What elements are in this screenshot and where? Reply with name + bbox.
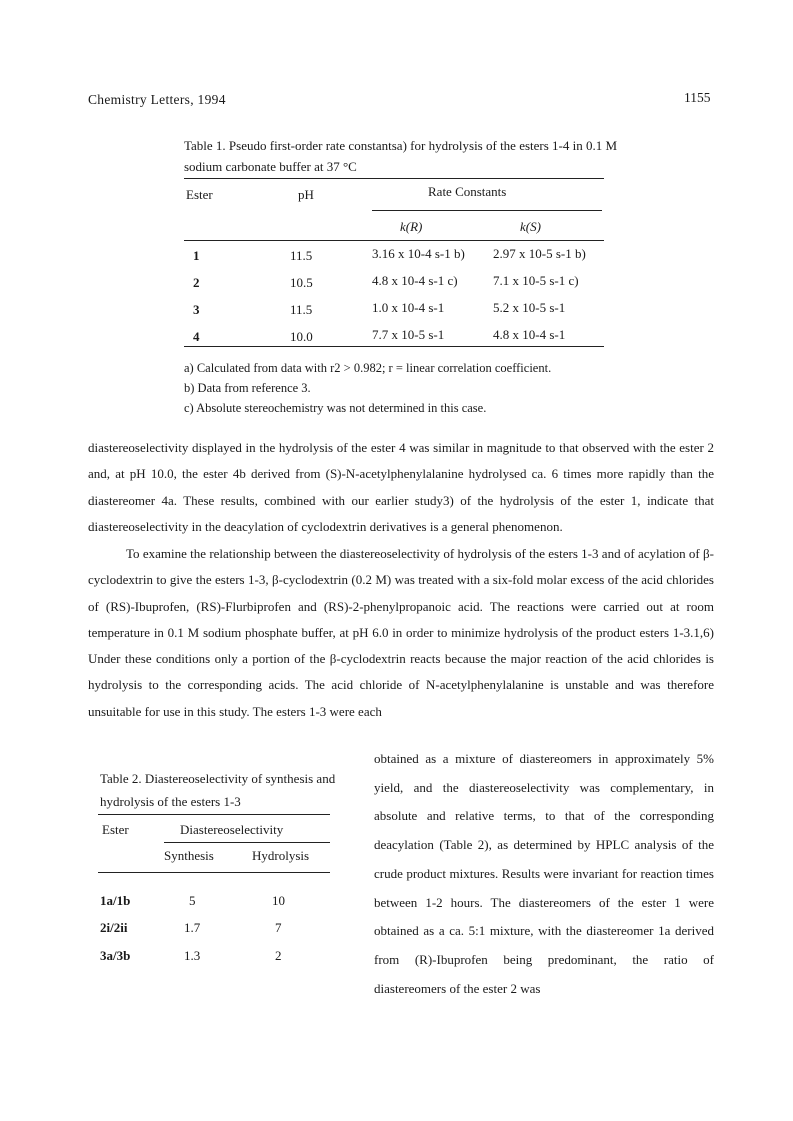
table1-ph: 10.5: [290, 275, 313, 290]
table1-note: a) Calculated from data with r2 > 0.982; r = linear correlation coefficient.: [184, 361, 552, 375]
table1-ester: 4: [193, 329, 200, 344]
body-paragraph-right-column: obtained as a mixture of diastereomers in approximately 5% yield, and the diastereoselectivity was complementary, in absolute and relative terms, to that of the corresponding deacylation (Table 2), as determined by HPLC analysis of the crude product mixtures. Results were invariant for reaction times between 1-2 hours. The diastereomers of the ester 1 were obtained as a ca. 5:1 mixture, with the diastereomer 1a derived from (R)-Ibuprofen being predominant, the ratio of diastereomers of the ester 2 was: [374, 751, 714, 996]
table1-kS: 2.97 x 10-5 s-1 b): [493, 246, 586, 261]
table1-ester: 2: [193, 275, 200, 290]
table2-synthesis: 5: [189, 893, 196, 908]
table1-caption: Table 1. Pseudo first-order rate constantsa) for hydrolysis of the esters 1-4 in 0.1 M sodium carbonate buffer at 37 °C: [184, 138, 618, 174]
table1-sub-rule: [372, 210, 602, 211]
table2-caption: Table 2. Diastereoselectivity of synthesis and hydrolysis of the esters 1-3: [100, 771, 336, 809]
table2-hydrolysis: 2: [275, 948, 282, 963]
table2-hydrolysis: 10: [272, 893, 285, 908]
table1-ester: 3: [193, 302, 200, 317]
table2-synthesis: 1.7: [184, 920, 201, 935]
table1-header-rate: Rate Constants: [428, 184, 507, 199]
table2-hydrolysis: 7: [275, 920, 282, 935]
page-number: 1155: [684, 90, 711, 105]
table1-kS: 4.8 x 10-4 s-1: [493, 327, 566, 342]
body-paragraph: To examine the relationship between the diastereoselectivity of hydrolysis of the esters 1-3 and of acylation of β-cyclodextrin to give the esters 1-3, β-cyclodextrin (0.2 M) was treated with a six-fold molar excess of the acid chlorides of (RS)-Ibuprofen, (RS)-Flurbiprofen and (RS)-2-phenylpropanoic acid. The reactions were carried out at room temperature in 0.1 M sodium phosphate buffer, at pH 6.0 in order to minimize hydrolysis of the product esters 1-3.1,6) Under these conditions only a portion of the β-cyclodextrin reacts because the major reaction of the acid chlorides is hydrolysis to the corresponding acids. The acid chloride of N-acetylphenylalanine is unstable and was therefore unsuitable for use in this study. The esters 1-3 were each: [88, 546, 714, 719]
table1-notes: [184, 358, 551, 418]
table1-ph: 11.5: [290, 248, 313, 263]
table2-header-group: Diastereoselectivity: [180, 822, 284, 837]
table2-ester: 2i/2ii: [100, 920, 128, 935]
table2-ester: 3a/3b: [100, 948, 131, 963]
table1-kS: 7.1 x 10-5 s-1 c): [493, 273, 579, 288]
table2-header-hydrolysis: Hydrolysis: [252, 848, 310, 863]
table1-ph: 11.5: [290, 302, 313, 317]
table1-kR: 1.0 x 10-4 s-1: [372, 300, 445, 315]
table1-note: c) Absolute stereochemistry was not determined in this case.: [184, 401, 487, 415]
table1-top-rule: [184, 178, 604, 179]
table1-header-rule: [184, 240, 604, 241]
body-paragraph: diastereoselectivity displayed in the hydrolysis of the ester 4 was similar in magnitude to that observed with the ester 2 and, at pH 10.0, the ester 4b derived from (S)-N-acetylphenylalanine hydrolysed ca. 6 times more rapidly than the diastereomer 4a. These results, combined with our earlier study3) of the hydrolysis of the ester 1, indicate that diastereoselectivity in the deacylation of cyclodextrin derivatives is a general phenomenon.: [88, 440, 714, 534]
table2-synthesis: 1.3: [184, 948, 201, 963]
table2-top-rule: [98, 814, 330, 815]
table1-note: b) Data from reference 3.: [184, 381, 311, 395]
table1-kR: 4.8 x 10-4 s-1 c): [372, 273, 458, 288]
table2-header-rule: [98, 872, 330, 873]
table1-kR: 7.7 x 10-5 s-1: [372, 327, 445, 342]
table1-header-ph: pH: [298, 187, 314, 202]
table2-sub-rule: [164, 842, 330, 843]
table2-header-ester: Ester: [102, 822, 129, 837]
table1-header-kR: k(R): [400, 219, 423, 234]
table1-header-kS: k(S): [520, 219, 541, 234]
table1-ester: 1: [193, 248, 200, 263]
table1-kR: 3.16 x 10-4 s-1 b): [372, 246, 465, 261]
table2-header-synthesis: Synthesis: [164, 848, 214, 863]
table1-kS: 5.2 x 10-5 s-1: [493, 300, 566, 315]
table1-ph: 10.0: [290, 329, 313, 344]
running-head: Chemistry Letters, 1994: [88, 92, 226, 107]
table1-header-ester: Ester: [186, 187, 213, 202]
table2-ester: 1a/1b: [100, 893, 131, 908]
table1-bottom-rule: [184, 346, 604, 347]
